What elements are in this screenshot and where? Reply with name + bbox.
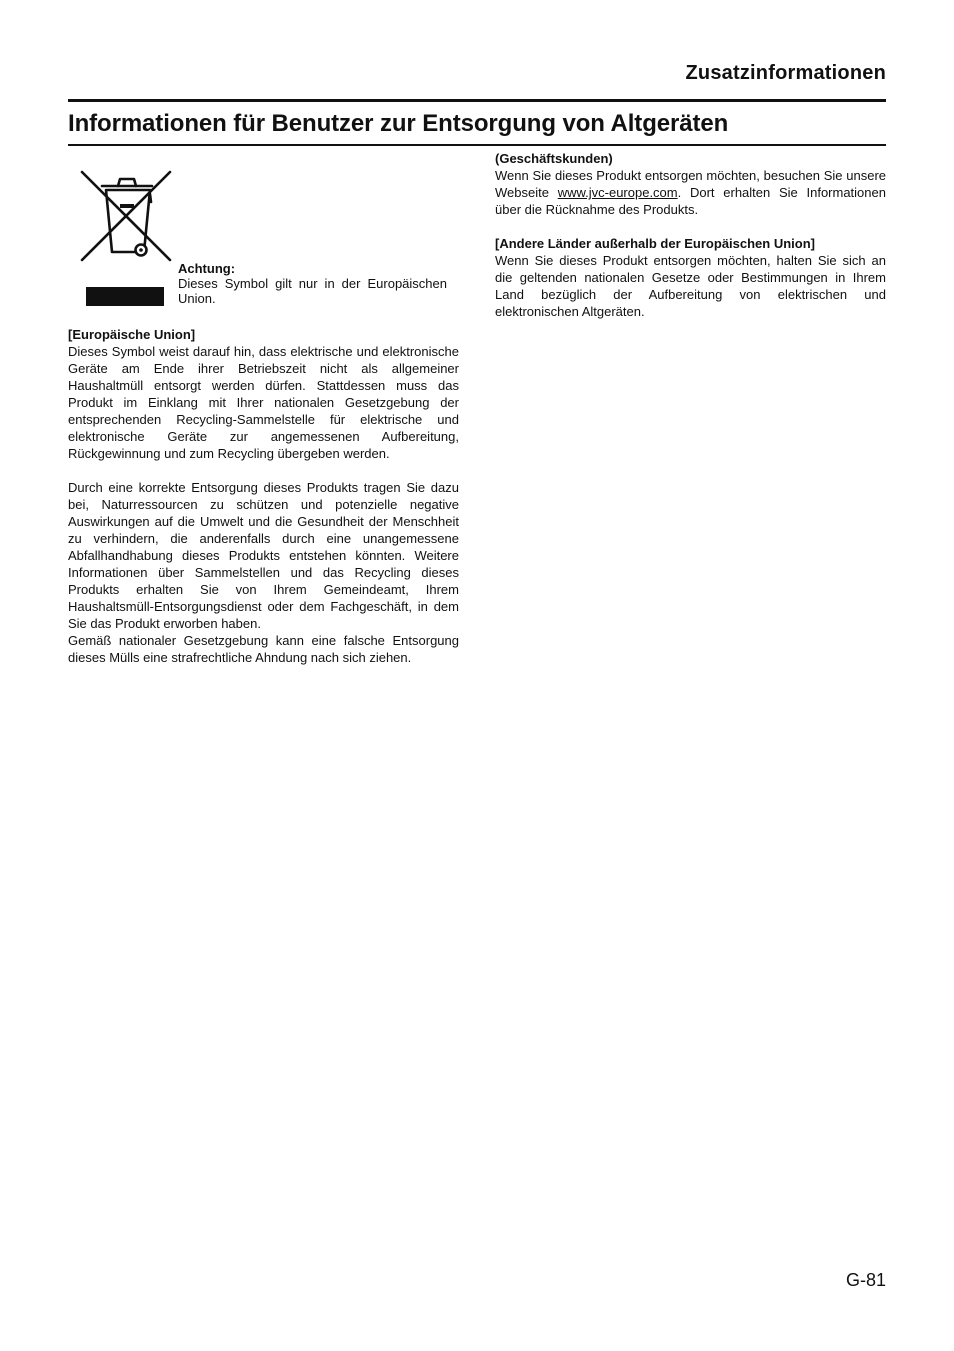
business-text-before: Wenn Sie dieses Produkt entsorgen möchten, besuchen Sie unsere Webseite	[495, 168, 886, 200]
title-rule	[68, 144, 886, 146]
eu-paragraph-1: Dieses Symbol weist darauf hin, dass elektrische und elektronische Geräte am Ende ihrer Betriebszeit nicht als allgemeiner Haushaltmüll entsorgt werden dürfen. Stattdessen muss das Produkt im Einklang mit Ihrer nationalen Gesetzgebung der entsprechenden Recycling-Sammelstelle für elektrische und elektronische Geräte zur angemessenen Aufbereitung, Rückgewinnung und zum Recycling übergeben werden.	[68, 344, 459, 461]
jvc-website-link[interactable]: www.jvc-europe.com	[557, 185, 678, 200]
eu-heading: [Europäische Union]	[68, 327, 196, 342]
eu-paragraph-3: Gemäß nationaler Gesetzgebung kann eine falsche Entsorgung dieses Mülls eine strafrechtliche Ahndung nach sich ziehen.	[68, 633, 459, 665]
caution-label: Achtung:	[178, 261, 236, 276]
caution-text: Dieses Symbol gilt nur in der Europäischen Union.	[178, 276, 447, 306]
business-text-after: . Dort erhalten Sie Informationen über die Rücknahme des Produkts.	[495, 185, 886, 217]
right-column	[495, 150, 886, 320]
left-column	[68, 326, 459, 666]
header-rule	[68, 99, 886, 102]
page-title: Informationen für Benutzer zur Entsorgung von Altgeräten	[68, 110, 729, 137]
business-heading: (Geschäftskunden)	[495, 151, 613, 166]
other-countries-text: Wenn Sie dieses Produkt entsorgen möchten, halten Sie sich an die geltenden nationalen Gesetze oder Bestimmungen in Ihrem Land bezüglich der Aufbereitung von elektrischen und elektronischen Altgeräten.	[495, 253, 886, 319]
other-countries-heading: [Andere Länder außerhalb der Europäischen Union]	[495, 236, 815, 251]
eu-paragraph-2: Durch eine korrekte Entsorgung dieses Produkts tragen Sie dazu bei, Naturressourcen zu schützen und potenzielle negative Auswirkungen auf die Umwelt und die Gesundheit der Menschheit zu verhindern, die anderenfalls durch eine unangemessene Abfallhandhabung dieses Produkts entstehen könnten. Weitere Informationen über Sammelstellen und das Recycling dieses Produkts erhalten Sie von Ihrem Gemeindeamt, Ihrem Haushaltsmüll-Entsorgungsdienst oder dem Fachgeschäft, in dem Sie das Produkt erworben haben.	[68, 480, 459, 631]
section-header: Zusatzinformationen	[685, 62, 886, 84]
symbol-bar	[86, 287, 164, 306]
crossed-out-wheeled-bin-icon	[78, 168, 174, 264]
page-number: G-81	[845, 1270, 886, 1290]
caution-note	[178, 261, 447, 306]
business-paragraph	[495, 167, 886, 218]
